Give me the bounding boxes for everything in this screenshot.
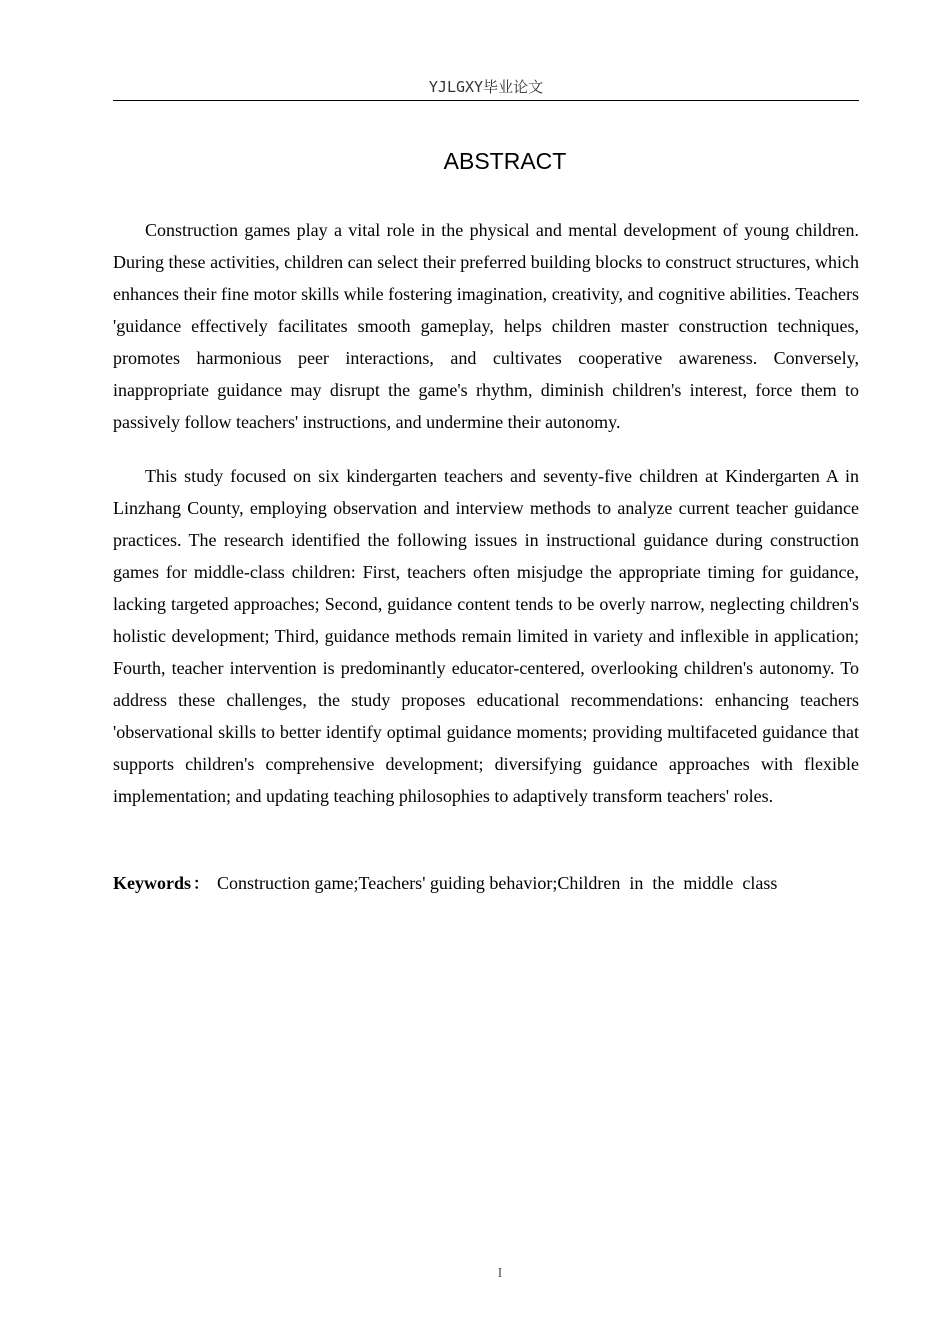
header-rule (113, 100, 859, 101)
keywords-separator: ： (193, 874, 210, 893)
keywords-line (113, 867, 859, 900)
abstract-title: ABSTRACT (443, 148, 567, 174)
page-number: I (497, 1266, 503, 1281)
keywords-label: Keywords (113, 873, 191, 893)
abstract-paragraph-1: Construction games play a vital role in the physical and mental development of young children. During these activities, children can select their preferred building blocks to construct structures, which enhances their fine motor skills while fostering imagination, creativity, and cognitive abilities. Teachers 'guidance effectively facilitates smooth gameplay, helps children master construction techniques, promotes harmonious peer interactions, and cultivates cooperative awareness. Conversely, inappropriate guidance may disrupt the game's rhythm, diminish children's interest, force them to passively follow teachers' instructions, and undermine their autonomy. (113, 220, 859, 432)
running-header: YJLGXY毕业论文 (428, 78, 544, 96)
abstract-paragraph-2: This study focused on six kindergarten teachers and seventy-five children at Kindergarten A in Linzhang County, employing observation and interview methods to analyze current teacher guidance practices. The research identified the following issues in instructional guidance during construction games for middle-class children: First, teachers often misjudge the appropriate timing for guidance, lacking targeted approaches; Second, guidance content tends to be overly narrow, neglecting children's holistic development; Third, guidance methods remain limited in variety and inflexible in application; Fourth, teacher intervention is predominantly educator-centered, overlooking children's autonomy. To address these challenges, the study proposes educational recommendations: enhancing teachers 'observational skills to better identify optimal guidance moments; providing multifaceted guidance that supports children's comprehensive development; diversifying guidance approaches with flexible implementation; and updating teaching philosophies to adaptively transform teachers' roles. (113, 466, 859, 806)
keywords-value: Construction game;Teachers' guiding behavior;Children in the middle class (217, 873, 778, 893)
